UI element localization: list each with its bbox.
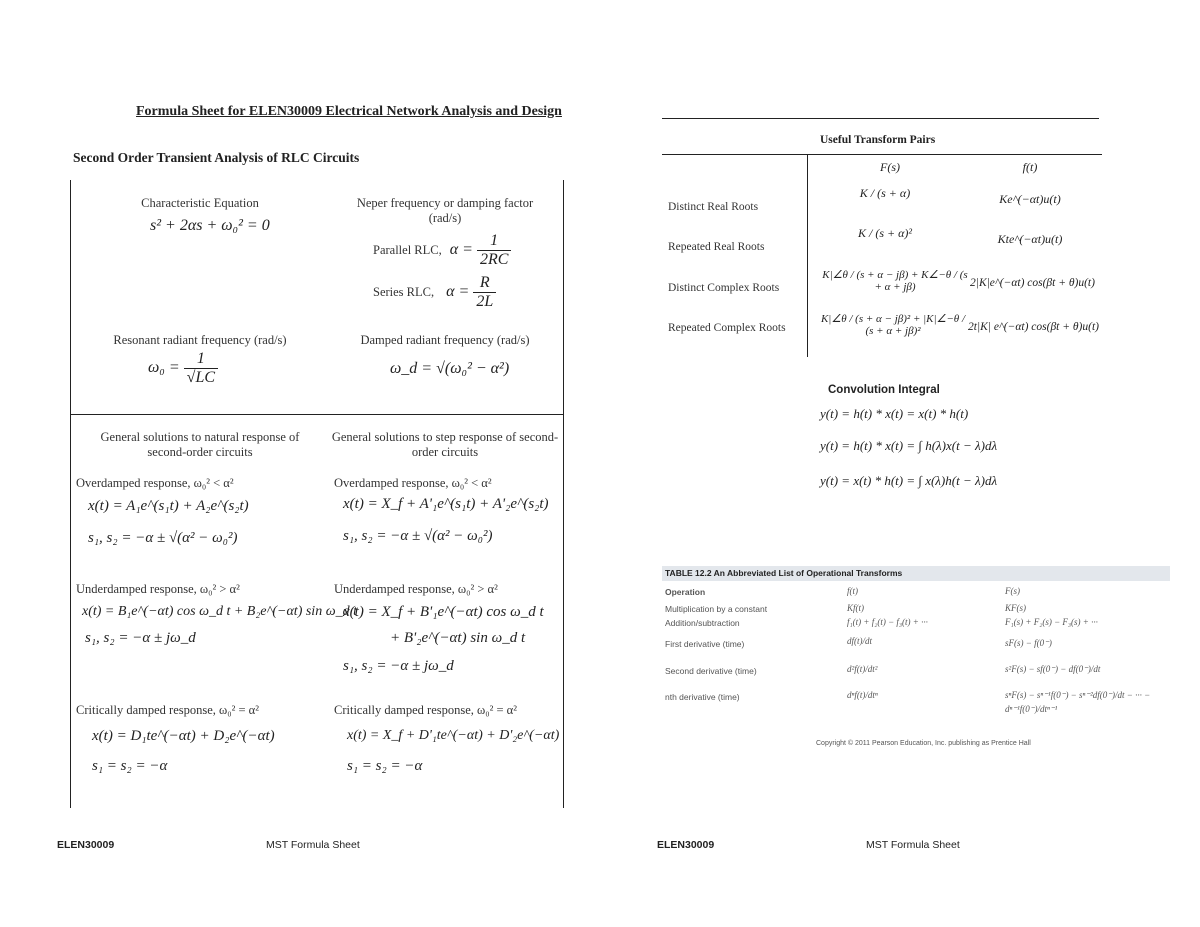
nat-under-eq2: s₁, s₂ = −α ± jω_d <box>85 630 196 646</box>
natural-header: General solutions to natural response of second-order circuits <box>100 430 300 459</box>
parallel-lhs: α = <box>449 241 473 259</box>
series-label: Series RLC, <box>373 285 435 300</box>
nat-over-eq1: x(t) = A₁e^(s₁t) + A₂e^(s₂t) <box>88 498 249 514</box>
char-eq-label: Characteristic Equation <box>141 196 259 210</box>
op-row-label: nth derivative (time) <box>665 692 740 702</box>
step-crit-eq2: s₁ = s₂ = −α <box>347 758 423 774</box>
damped-eq: ω_d = √(ω₀² − α²) <box>390 360 510 377</box>
char-eq: s² + 2αs + ω₀² = 0 <box>150 217 270 234</box>
nat-crit-eq2: s₁ = s₂ = −α <box>92 758 168 774</box>
resonant-den: √LC <box>186 369 216 386</box>
step-over-label: Overdamped response, ω₀² < α² <box>334 476 492 490</box>
op-row-F: s²F(s) − sf(0⁻) − df(0⁻)/dt <box>1005 664 1101 674</box>
transform-row-f: 2t|K| e^(−αt) cos(βt + θ)u(t) <box>968 321 1099 333</box>
op-row-F: F₁(s) + F₂(s) − F₃(s) + ··· <box>1005 617 1098 627</box>
op-row-F: sF(s) − f(0⁻) <box>1005 638 1052 648</box>
transform-row-label: Distinct Real Roots <box>668 201 759 213</box>
damped-label: Damped radiant frequency (rad/s) <box>360 333 530 347</box>
transform-row-F: K / (s + α) <box>859 186 911 200</box>
parallel-fraction <box>477 232 511 269</box>
step-under-eq1: x(t) = X_f + B'₁e^(−αt) cos ω_d t <box>343 604 544 620</box>
op-header-F: F(s) <box>1005 586 1020 596</box>
nat-over-label: Overdamped response, ω₀² < α² <box>76 476 234 490</box>
transform-row-label: Repeated Real Roots <box>668 241 765 253</box>
conv-eq-2: y(t) = h(t) * x(t) = ∫ h(λ)x(t − λ)dλ <box>820 438 998 453</box>
transform-row-f: Ke^(−αt)u(t) <box>999 192 1061 206</box>
op-row-F: sⁿF(s) − sⁿ⁻¹f(0⁻) − sⁿ⁻²df(0⁻)/dt − ··· − dⁿ⁻¹f(0⁻)/dtⁿ⁻¹ <box>1005 690 1151 714</box>
series-fraction <box>473 274 496 311</box>
resonant-label: Resonant radiant frequency (rad/s) <box>113 333 287 347</box>
parallel-alpha <box>373 232 511 269</box>
transform-row-f: Kte^(−αt)u(t) <box>997 232 1063 246</box>
table-vline <box>807 155 808 357</box>
nat-over-eq2: s₁, s₂ = −α ± √(α² − ω₀²) <box>88 530 238 546</box>
conv-eq-3: y(t) = x(t) * h(t) = ∫ x(λ)h(t − λ)dλ <box>820 473 998 488</box>
resonant-lhs: ω₀ = <box>148 359 180 377</box>
footer-code-left: ELEN30009 <box>57 839 115 851</box>
op-row-f: Kf(t) <box>847 603 864 613</box>
op-row-f: f₁(t) + f₂(t) − f₃(t) + ··· <box>847 617 928 627</box>
copyright: Copyright © 2011 Pearson Education, Inc. publishing as Prentice Hall <box>816 740 1031 747</box>
op-row-F: KF(s) <box>1005 603 1026 613</box>
series-alpha <box>373 274 496 311</box>
step-under-label: Underdamped response, ω₀² > α² <box>334 582 498 596</box>
step-under-eq1b: + B'₂e^(−αt) sin ω_d t <box>390 630 526 646</box>
footer-code-right: ELEN30009 <box>657 839 715 851</box>
op-header-operation: Operation <box>665 587 706 597</box>
parallel-num: 1 <box>477 232 511 251</box>
series-num: R <box>473 274 496 293</box>
footer-title-right: MST Formula Sheet <box>866 839 960 851</box>
op-row-label: Multiplication by a constant <box>665 604 768 614</box>
conv-eq-1: y(t) = h(t) * x(t) = x(t) * h(t) <box>820 406 969 421</box>
footer-title-left: MST Formula Sheet <box>266 839 360 851</box>
op-table-title-text: TABLE 12.2 An Abbreviated List of Operational Transforms <box>665 568 903 578</box>
step-under-eq2: s₁, s₂ = −α ± jω_d <box>343 658 454 674</box>
op-row-f: df(t)/dt <box>847 636 872 646</box>
nat-crit-eq1: x(t) = D₁te^(−αt) + D₂e^(−αt) <box>92 728 275 744</box>
op-table-title <box>662 566 1170 581</box>
col-F-header: F(s) <box>880 160 900 174</box>
conv-title: Convolution Integral <box>828 384 940 396</box>
top-rule <box>662 118 1099 119</box>
transform-row-label: Distinct Complex Roots <box>668 282 780 294</box>
series-den: 2L <box>476 293 494 310</box>
resonant-num: 1 <box>184 350 218 369</box>
transform-row-label: Repeated Complex Roots <box>668 322 786 334</box>
series-lhs: α = <box>446 283 470 301</box>
header-rule <box>662 154 1102 155</box>
transform-row-f: 2|K|e^(−αt) cos(βt + θ)u(t) <box>970 277 1095 289</box>
step-crit-label: Critically damped response, ω₀² = α² <box>334 703 517 717</box>
step-header: General solutions to step response of second-order circuits <box>331 430 559 459</box>
parallel-label: Parallel RLC, <box>373 243 442 258</box>
step-crit-eq1: x(t) = X_f + D'₁te^(−αt) + D'₂e^(−αt) <box>347 728 560 743</box>
resonant-fraction <box>184 350 218 387</box>
col-f-header: f(t) <box>1022 160 1038 174</box>
page-title: Formula Sheet for ELEN30009 Electrical Network Analysis and Design <box>136 104 562 119</box>
op-row-label: Addition/subtraction <box>665 618 740 628</box>
op-row-f: dⁿf(t)/dtⁿ <box>847 690 878 700</box>
op-row-label: First derivative (time) <box>665 639 745 649</box>
resonant-eq <box>148 350 218 387</box>
op-row-label: Second derivative (time) <box>665 666 757 676</box>
op-header-f: f(t) <box>847 586 858 596</box>
neper-label: Neper frequency or damping factor (rad/s) <box>356 196 534 225</box>
transform-row-F: K|∠θ / (s + α − jβ) + K∠−θ / (s + α + jβ) <box>822 269 968 293</box>
nat-under-eq1: x(t) = B₁e^(−αt) cos ω_d t + B₂e^(−αt) sin ω_d t <box>82 604 357 619</box>
transform-title: Useful Transform Pairs <box>820 134 936 146</box>
op-row-f: d²f(t)/dt² <box>847 664 878 674</box>
transform-row-F: K|∠θ / (s + α − jβ)² + |K|∠−θ / (s + α + jβ)² <box>820 313 966 337</box>
step-over-eq1: x(t) = X_f + A'₁e^(s₁t) + A'₂e^(s₂t) <box>343 496 549 512</box>
step-over-eq2: s₁, s₂ = −α ± √(α² − ω₀²) <box>343 528 493 544</box>
nat-crit-label: Critically damped response, ω₀² = α² <box>76 703 259 717</box>
divider <box>70 414 563 415</box>
parallel-den: 2RC <box>479 251 509 268</box>
section-title: Second Order Transient Analysis of RLC Circuits <box>73 150 360 165</box>
transform-row-F: K / (s + α)² <box>858 226 912 240</box>
nat-under-label: Underdamped response, ω₀² > α² <box>76 582 240 596</box>
